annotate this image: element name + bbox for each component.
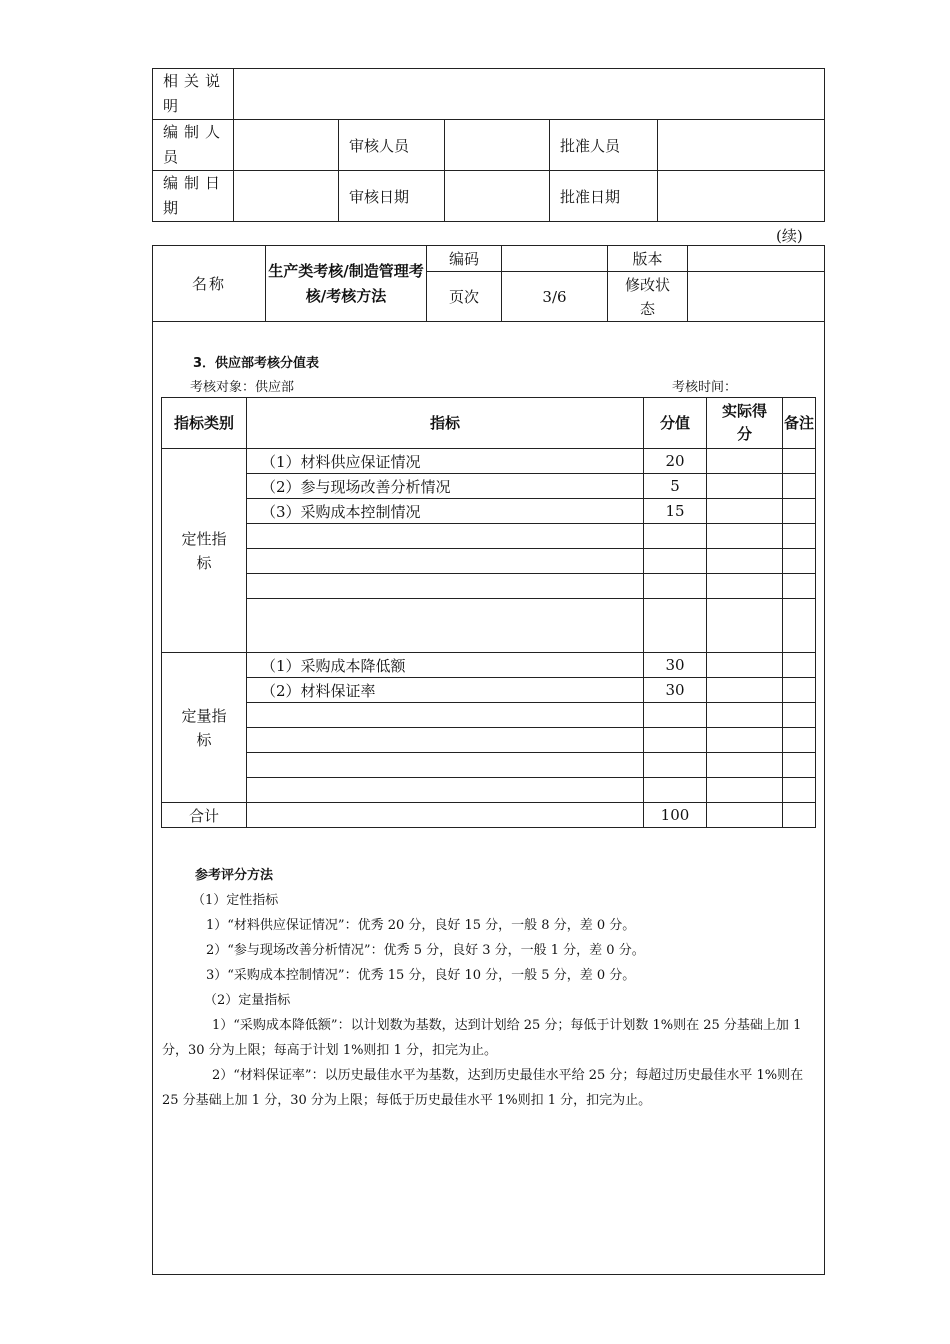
- approver-value: [658, 120, 825, 171]
- page-value: 3/6: [502, 272, 608, 322]
- review-date-label: 审核日期: [339, 171, 445, 222]
- table-row: [162, 524, 816, 549]
- remark-cell: [783, 449, 816, 474]
- header-remark: 备注: [783, 398, 816, 449]
- indicator-cell: （2）参与现场改善分析情况: [247, 474, 644, 499]
- related-note-value: [234, 69, 825, 120]
- reviewer-value: [445, 120, 550, 171]
- score-cell: 15: [644, 499, 707, 524]
- page-label: 页次: [427, 272, 502, 322]
- table-row: [162, 703, 816, 728]
- actual-cell: [707, 449, 783, 474]
- total-remark-cell: [783, 803, 816, 828]
- method-title: 参考评分方法: [195, 868, 274, 883]
- table-row: [162, 499, 816, 524]
- document-header-table: [152, 245, 825, 322]
- revision-label: 修改状态: [608, 272, 688, 322]
- table-row: [162, 753, 816, 778]
- indicator-cell: （3）采购成本控制情况: [247, 499, 644, 524]
- remark-cell: [783, 653, 816, 678]
- quantitative-rule-2: 2）“材料保证率”：以历史最佳水平为基数，达到历史最佳水平给 25 分；每超过历史最佳水平 1%则在 25 分基础上加 1 分，30 分为上限；每低于历史最佳水平 1%则扣 1 分，扣完为止。: [162, 1068, 804, 1108]
- header-actual: 实际得分: [707, 398, 783, 449]
- table-row: [162, 678, 816, 703]
- score-cell: 5: [644, 474, 707, 499]
- approver-label: 批准人员: [550, 120, 658, 171]
- version-value: [688, 246, 825, 272]
- header-category: 指标类别: [162, 398, 247, 449]
- indicator-cell: （2）材料保证率: [247, 678, 644, 703]
- remark-cell: [783, 499, 816, 524]
- name-value: 生产类考核/制造管理考核/考核方法: [266, 246, 427, 322]
- table-row: [162, 574, 816, 599]
- qualitative-heading: （1）定性指标: [192, 893, 279, 908]
- score-cell: 30: [644, 653, 707, 678]
- compiler-label: 编制人员: [153, 120, 234, 171]
- assessment-object: 考核对象：供应部: [190, 380, 295, 395]
- review-date-value: [445, 171, 550, 222]
- actual-cell: [707, 678, 783, 703]
- code-value: [502, 246, 608, 272]
- scoring-method: [162, 863, 822, 1113]
- section-title: 3．供应部考核分值表: [193, 356, 320, 371]
- indicator-cell: （1）采购成本降低额: [247, 653, 644, 678]
- total-value: 100: [644, 803, 707, 828]
- approval-table: [152, 68, 825, 222]
- reviewer-label: 审核人员: [339, 120, 445, 171]
- name-label: 名称: [153, 246, 266, 322]
- table-row: [162, 653, 816, 678]
- compile-date-value: [234, 171, 339, 222]
- version-label: 版本: [608, 246, 688, 272]
- indicator-cell: （1）材料供应保证情况: [247, 449, 644, 474]
- score-table: [161, 397, 816, 828]
- continued-mark: (续): [776, 227, 803, 245]
- total-actual-cell: [707, 803, 783, 828]
- quantitative-category: 定量指标: [162, 653, 247, 803]
- score-cell: 20: [644, 449, 707, 474]
- assessment-time: 考核时间：: [672, 380, 738, 395]
- header-indicator: 指标: [247, 398, 644, 449]
- score-cell: 30: [644, 678, 707, 703]
- revision-value: [688, 272, 825, 322]
- remark-cell: [783, 678, 816, 703]
- table-row: [162, 474, 816, 499]
- related-note-label: 相关说明: [153, 69, 234, 120]
- qualitative-rule-3: 3）“采购成本控制情况”：优秀 15 分，良好 10 分，一般 5 分，差 0 分。: [206, 968, 636, 983]
- actual-cell: [707, 653, 783, 678]
- actual-cell: [707, 474, 783, 499]
- quantitative-rule-1: 1）“采购成本降低额”：以计划数为基数，达到计划给 25 分；每低于计划数 1%则在 25 分基础上加 1 分，30 分为上限；每高于计划 1%则扣 1 分，扣完为止。: [162, 1018, 802, 1058]
- total-label: 合计: [162, 803, 247, 828]
- table-row: [162, 449, 816, 474]
- actual-cell: [707, 499, 783, 524]
- compiler-value: [234, 120, 339, 171]
- approve-date-value: [658, 171, 825, 222]
- compile-date-label: 编制日期: [153, 171, 234, 222]
- table-row: [162, 728, 816, 753]
- total-row: [162, 803, 816, 828]
- qualitative-rule-2: 2）“参与现场改善分析情况”：优秀 5 分，良好 3 分，一般 1 分，差 0 分。: [206, 943, 645, 958]
- approve-date-label: 批准日期: [550, 171, 658, 222]
- header-score: 分值: [644, 398, 707, 449]
- table-row: [162, 549, 816, 574]
- table-row: [162, 599, 816, 653]
- quantitative-heading: （2）定量指标: [204, 993, 291, 1008]
- code-label: 编码: [427, 246, 502, 272]
- remark-cell: [783, 474, 816, 499]
- qualitative-category: 定性指标: [162, 449, 247, 653]
- total-indicator-cell: [247, 803, 644, 828]
- qualitative-rule-1: 1）“材料供应保证情况”：优秀 20 分，良好 15 分，一般 8 分，差 0 分。: [206, 918, 636, 933]
- table-row: [162, 778, 816, 803]
